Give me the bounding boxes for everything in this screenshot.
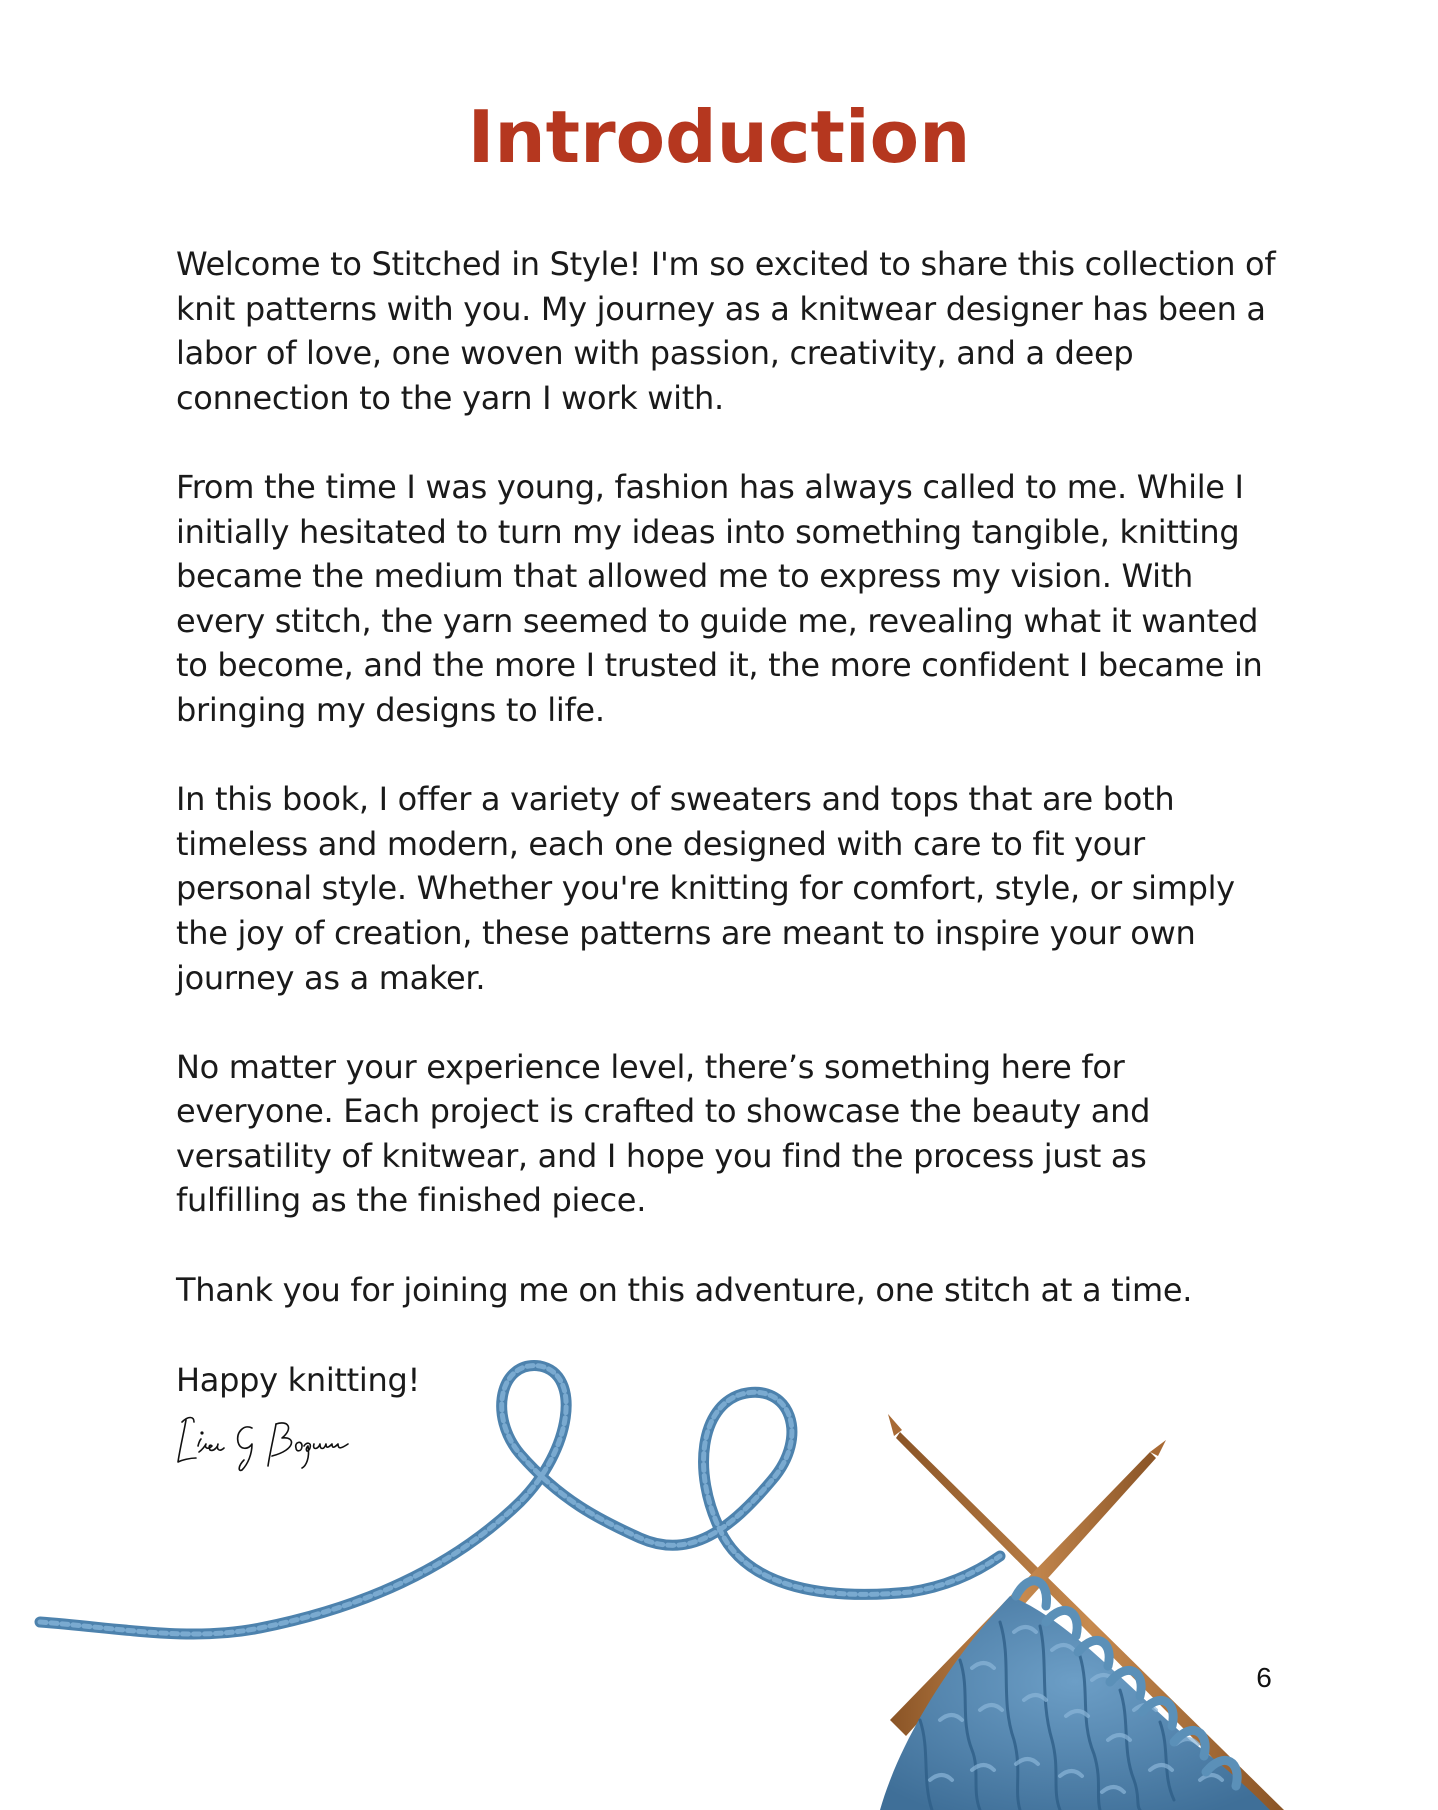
paragraph-background: From the time I was young, fashion has always called to me. While I initially hesitated to turn my ideas into something tangible, knitting became the medium that allowed me to express my vision. With every stitch, the yarn seemed to guide me, revealing what it wanted to become, and the more I trusted it, the more confident I became in bringing my designs to life. bbox=[176, 467, 1263, 729]
paragraph-welcome: Welcome to Stitched in Style! I'm so excited to share this collection of knit patterns with you. My journey as a knitwear designer has been a labor of love, one woven with passion, creativity, and a deep connection to the yarn I work with. bbox=[176, 245, 1276, 417]
page-title: Introduction bbox=[467, 95, 971, 179]
yarn-strand bbox=[40, 1366, 1000, 1634]
page-number: 6 bbox=[1256, 1662, 1272, 1693]
signoff-text: Happy knitting! bbox=[176, 1361, 421, 1399]
introduction-body bbox=[176, 242, 1276, 1357]
paragraph-book-contents: In this book, I offer a variety of sweaters and tops that are both timeless and modern, each one designed with care to fit your personal style. Whether you're knitting for comfort, style, or simply the joy of creation, these patterns are meant to inspire your own journey as a maker. bbox=[176, 780, 1235, 997]
paragraph-thank-you: Thank you for joining me on this adventure, one stitch at a time. bbox=[176, 1270, 1193, 1309]
knitted-fabric bbox=[880, 1581, 1270, 1810]
paragraph-experience-level: No matter your experience level, there’s something here for everyone. Each project is crafted to showcase the beauty and versatility of knitwear, and I hope you find the process just as fulfilling as the finished piece. bbox=[176, 1047, 1151, 1220]
yarn-and-needles-illustration bbox=[0, 1360, 1438, 1810]
